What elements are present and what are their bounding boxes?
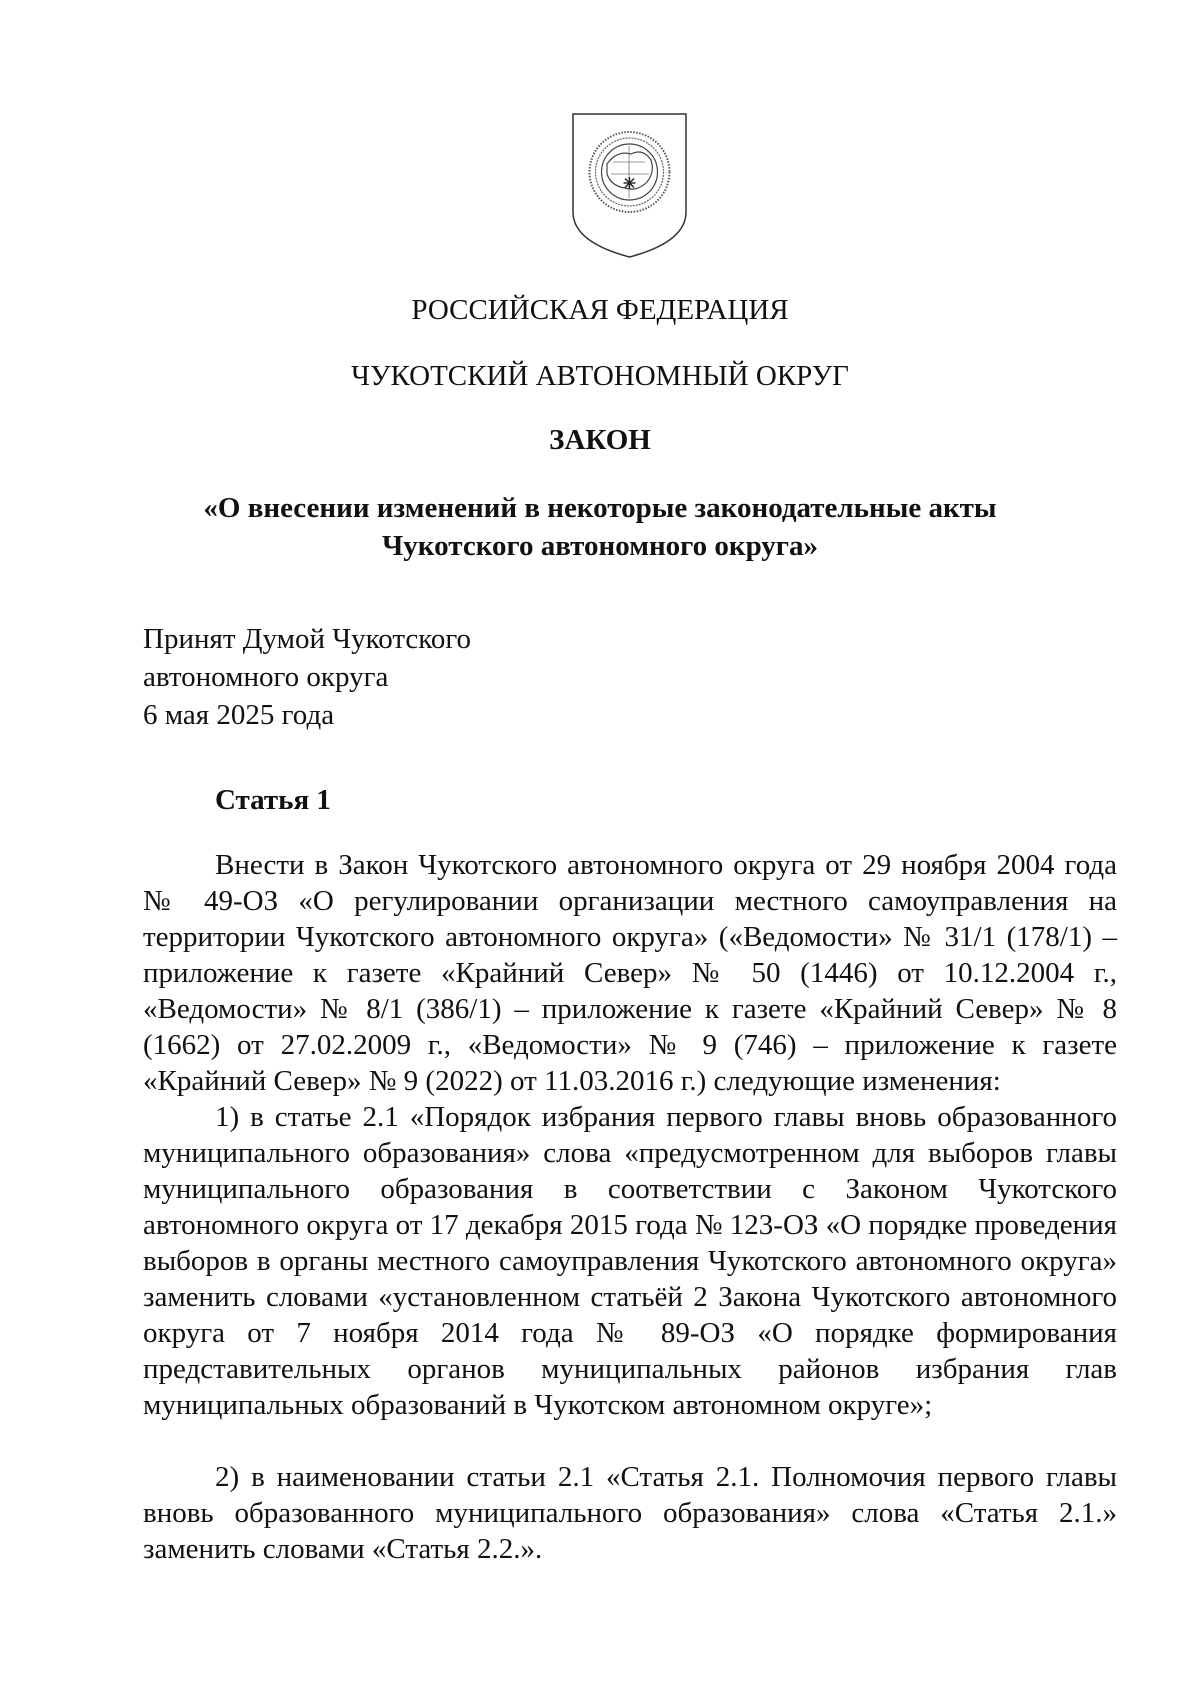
- law-title-line1: «О внесении изменений в некоторые законодательные акты: [203, 492, 997, 524]
- article-paragraph-item2: 2) в наименовании статьи 2.1 «Статья 2.1. Полномочия первого главы вновь образованного муниципального образования» слова «Статья 2.1.» заменить словами «Статья 2.2.».: [143, 1461, 1117, 1565]
- article-paragraph-intro: Внести в Закон Чукотского автономного округа от 29 ноября 2004 года № 49-ОЗ «О регулировании организации местного самоуправления на территории Чукотского автономного округа» («Ведомости» № 31/1 (178/1) – приложение к газете «Крайний Север» № 50 (1446) от 10.12.2004 г., «Ведомости» № 8/1 (386/1) – приложение к газете «Крайний Север» № 8 (1662) от 27.02.2009 г., «Ведомости» № 9 (746) – приложение к газете «Крайний Север» № 9 (2022) от 11.03.2016 г.) следующие изменения:: [143, 849, 1117, 1097]
- article-body: [143, 847, 1117, 1567]
- adoption-line2: автономного округа: [143, 661, 389, 693]
- adoption-date: 6 мая 2025 года: [143, 699, 335, 731]
- country-heading: РОССИЙСКАЯ ФЕДЕРАЦИЯ: [411, 294, 789, 326]
- article-paragraph-item1: 1) в статье 2.1 «Порядок избрания первого главы вновь образованного муниципального образования» слова «предусмотренном для выборов главы муниципального образования в соответствии с Законом Чукотского автономного округа от 17 декабря 2015 года № 123-ОЗ «О порядке проведения выборов в органы местного самоуправления Чукотского автономного округа» заменить словами «установленном статьёй 2 Закона Чукотского автономного округа от 7 ноября 2014 года № 89-ОЗ «О порядке формирования представительных органов муниципальных районов избрания глав муниципальных образований в Чукотском автономном округе»;: [143, 1101, 1117, 1421]
- adoption-line1: Принят Думой Чукотского: [143, 623, 472, 655]
- document-type-heading: ЗАКОН: [549, 424, 651, 456]
- article-title: Статья 1: [215, 784, 331, 816]
- coat-of-arms-icon: [571, 112, 688, 259]
- law-title: [0, 489, 1200, 565]
- region-heading: ЧУКОТСКИЙ АВТОНОМНЫЙ ОКРУГ: [351, 360, 849, 392]
- law-title-line2: Чукотского автономного округа»: [382, 530, 818, 562]
- adoption-block: [143, 620, 471, 734]
